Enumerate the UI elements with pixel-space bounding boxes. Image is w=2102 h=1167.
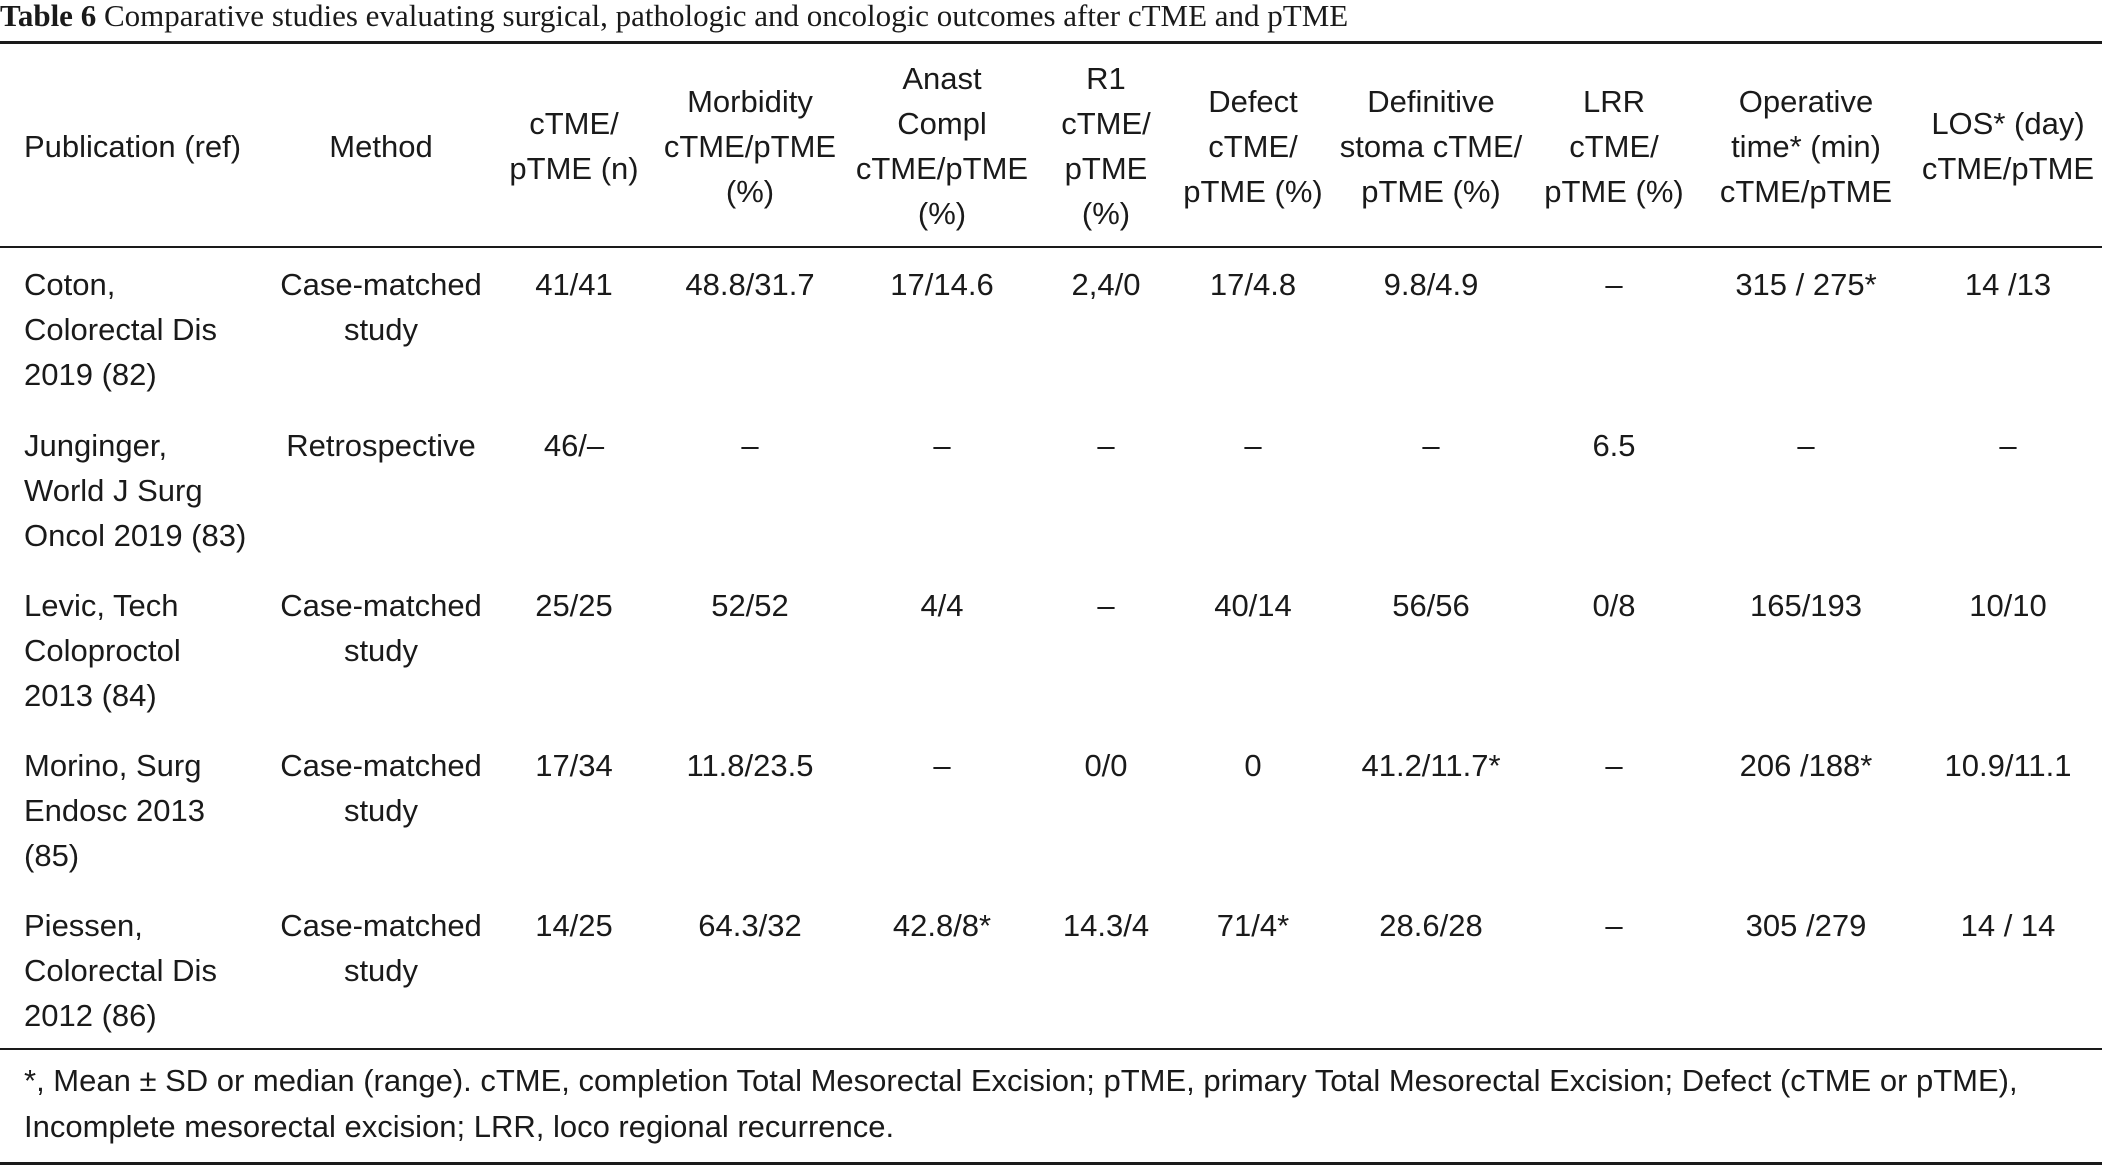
table-cell: – — [1605, 908, 1623, 943]
table-cell: Case-matched study — [280, 267, 482, 347]
table-cell: – — [1999, 428, 2017, 463]
table-cell: – — [1097, 588, 1115, 623]
table-cell: – — [741, 428, 759, 463]
table-cell: 46/– — [543, 428, 605, 463]
table-cell: – — [933, 428, 951, 463]
table-cell: 315 / 275* — [1735, 267, 1877, 302]
table-cell: Junginger, World J Surg Oncol 2019 (83) — [24, 428, 247, 553]
table-caption — [0, 0, 2102, 36]
table-cell: Morino, Surg Endosc 2013 (85) — [24, 748, 205, 873]
table-cell: 0 — [1244, 748, 1262, 783]
table-cell: 305 /279 — [1745, 908, 1867, 943]
table-cell: 165/193 — [1749, 588, 1863, 623]
table-footnote: *, Mean ± SD or median (range). cTME, completion Total Mesorectal Excision; pTME, primary Total Mesorectal Excision; Defect (cTME or pTME), Incomplete mesorectal excision; LRR, loco regional recurrence. — [24, 1063, 2018, 1144]
table-label: Table 6 — [0, 0, 97, 33]
table-cell: 56/56 — [1392, 588, 1470, 623]
table-cell: 2,4/0 — [1071, 267, 1141, 302]
column-header: Publication (ref) — [24, 128, 242, 164]
column-header: Morbidity cTME/pTME (%) — [663, 83, 837, 209]
table-cell: 17/4.8 — [1209, 267, 1297, 302]
table-cell: – — [1797, 428, 1815, 463]
table-cell: 17/14.6 — [890, 267, 994, 302]
column-header: LOS* (day) cTME/pTME — [1921, 106, 2095, 186]
top-rule — [0, 41, 2102, 44]
table-cell: 41/41 — [535, 267, 613, 302]
column-header: Operative time* (min) cTME/pTME — [1719, 83, 1893, 209]
column-header: LRR cTME/ pTME (%) — [1544, 83, 1684, 209]
table-cell: Case-matched study — [280, 748, 482, 828]
table-cell: 28.6/28 — [1379, 908, 1483, 943]
table-cell: Case-matched study — [280, 588, 482, 668]
table-cell: 206 /188* — [1739, 748, 1873, 783]
table-cell: 52/52 — [711, 588, 789, 623]
table-cell: 64.3/32 — [698, 908, 802, 943]
table-cell: 10.9/11.1 — [1944, 748, 2072, 783]
table-cell: 71/4* — [1216, 908, 1290, 943]
table-cell: 14 / 14 — [1960, 908, 2056, 943]
table-cell: – — [1605, 267, 1623, 302]
table-cell: 42.8/8* — [892, 908, 992, 943]
header-rule — [0, 246, 2102, 248]
table-cell: Levic, Tech Coloproctol 2013 (84) — [24, 588, 181, 713]
column-header: Definitive stoma cTME/ pTME (%) — [1339, 83, 1523, 209]
column-header: cTME/ pTME (n) — [509, 106, 639, 186]
column-header: R1 cTME/ pTME (%) — [1061, 61, 1151, 231]
table-cell: – — [933, 748, 951, 783]
table-cell: 0/8 — [1592, 588, 1636, 623]
table-cell: 9.8/4.9 — [1383, 267, 1479, 302]
table-cell: Piessen, Colorectal Dis 2012 (86) — [24, 908, 217, 1033]
table-cell: 25/25 — [535, 588, 613, 623]
table-cell: Retrospective — [286, 428, 476, 463]
table-cell: 14 /13 — [1964, 267, 2052, 302]
table-cell: 40/14 — [1214, 588, 1292, 623]
table-cell: 11.8/23.5 — [686, 748, 814, 783]
column-header: Method — [329, 128, 433, 164]
table-cell: – — [1097, 428, 1115, 463]
column-header: Anast Compl cTME/pTME (%) — [855, 61, 1029, 231]
table-cell: 48.8/31.7 — [685, 267, 815, 302]
bottom-rule — [0, 1162, 2102, 1165]
table-cell: 14/25 — [535, 908, 613, 943]
column-header: Defect cTME/ pTME (%) — [1183, 83, 1323, 209]
table-cell: – — [1605, 748, 1623, 783]
table-cell: 10/10 — [1969, 588, 2047, 623]
table-cell: 0/0 — [1084, 748, 1128, 783]
table-cell: 41.2/11.7* — [1361, 748, 1501, 783]
table-cell: 4/4 — [920, 588, 964, 623]
table-cell: Case-matched study — [280, 908, 482, 988]
table-cell: – — [1244, 428, 1262, 463]
table-cell: 17/34 — [535, 748, 613, 783]
table-cell: – — [1422, 428, 1440, 463]
table-cell: 6.5 — [1592, 428, 1636, 463]
table-title: Comparative studies evaluating surgical, pathologic and oncologic outcomes after cTME and pTME — [103, 0, 1349, 33]
table-cell: Coton, Colorectal Dis 2019 (82) — [24, 267, 217, 392]
table-cell: 14.3/4 — [1062, 908, 1150, 943]
